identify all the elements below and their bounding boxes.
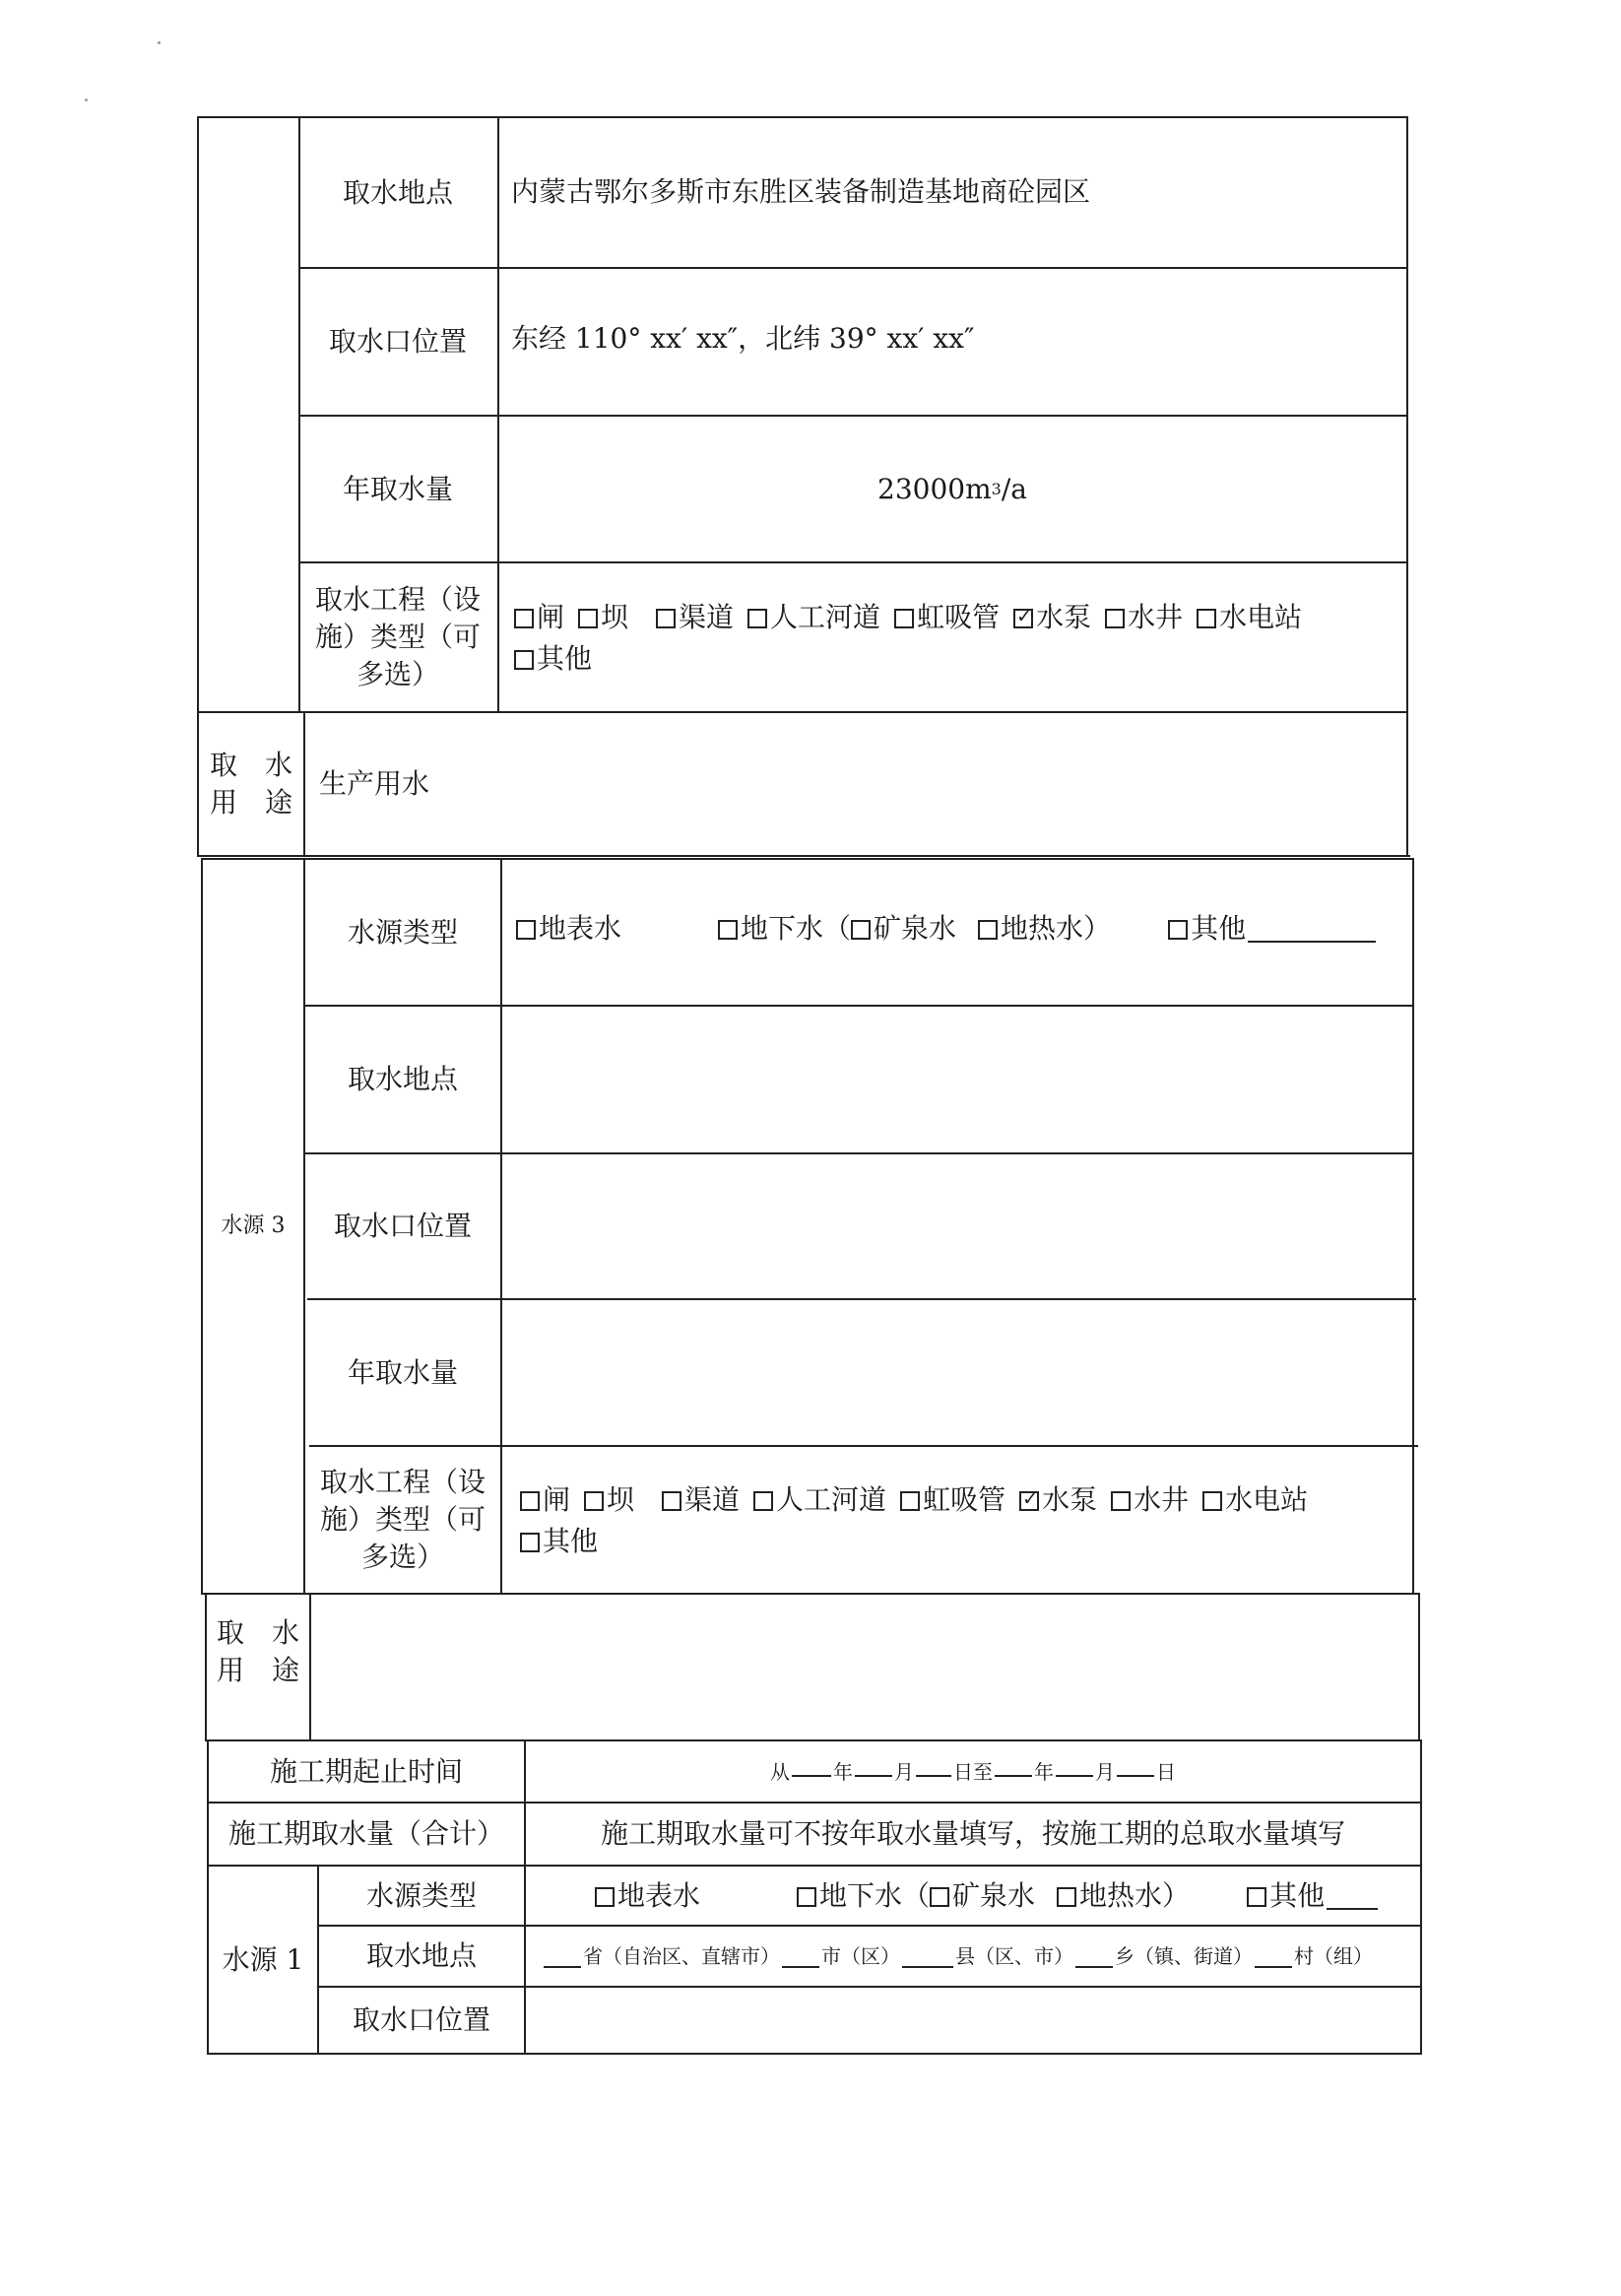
table-rule <box>1412 858 1414 1595</box>
facility-option[interactable] <box>753 1479 886 1521</box>
table-rule <box>303 711 305 856</box>
source-type-option-label: 地热水） <box>1079 1879 1191 1912</box>
facility-option-label: 其他 <box>543 1525 599 1557</box>
facility-option[interactable] <box>1111 1479 1189 1521</box>
location-label: 取水地点 <box>342 175 453 209</box>
facility-option-label: 水电站 <box>1225 1483 1309 1516</box>
water-source-3-label: 水源 3 <box>221 1214 286 1238</box>
source-type-option[interactable] <box>1168 908 1378 950</box>
checkbox[interactable] <box>900 1491 920 1511</box>
facility-option[interactable] <box>1105 597 1183 638</box>
facility-type-options <box>514 597 1400 680</box>
source-type-option[interactable] <box>978 908 1111 950</box>
checkbox[interactable] <box>520 1533 540 1552</box>
facility-option-label: 人工河道 <box>776 1483 887 1516</box>
facility-option-label: 渠道 <box>684 1483 741 1516</box>
facility-option-label: 渠道 <box>679 601 735 633</box>
scan-speck <box>158 41 161 44</box>
table-rule <box>203 1593 1420 1595</box>
blank-line[interactable] <box>916 1753 951 1777</box>
date-text: 日 <box>1156 1760 1176 1784</box>
facility-type-label <box>305 1447 500 1593</box>
intake-position-label: 取水口位置 <box>328 325 467 358</box>
blank-line[interactable] <box>902 1944 953 1968</box>
table-rule <box>500 858 502 1594</box>
source-type-option-label: 矿泉水 <box>874 912 957 945</box>
checkbox[interactable] <box>718 920 738 940</box>
facility-type-options <box>520 1479 1406 1562</box>
source-type-option-label: 地下水（ <box>819 1879 931 1912</box>
date-text: 月 <box>1095 1760 1115 1784</box>
annual-volume-label: 年取水量 <box>347 1355 458 1389</box>
source-type-option-label: 其他 <box>1191 912 1247 945</box>
facility-type-label <box>300 563 495 711</box>
address-text: 村（组） <box>1294 1944 1373 1968</box>
blank-line[interactable] <box>995 1753 1032 1777</box>
facility-type-label-line: 多选） <box>356 658 439 690</box>
source-type-option-label: 地表水 <box>539 912 622 945</box>
location-label: 取水地点 <box>365 1939 477 1972</box>
facility-option[interactable] <box>894 597 1000 638</box>
source-type-options <box>595 1875 1380 1917</box>
source-type-option[interactable] <box>516 908 621 950</box>
intake-position-value: 东经 110° xx′ xx″，北纬 39° xx′ xx″ <box>511 322 975 355</box>
source-type-option-label: 其他 <box>1269 1879 1326 1912</box>
facility-option-label: 水电站 <box>1219 601 1303 633</box>
blank-line[interactable] <box>1327 1886 1378 1910</box>
checkbox-checked[interactable] <box>1019 1491 1039 1511</box>
address-text: 县（区、市） <box>955 1944 1073 1968</box>
water-source-1-label: 水源 1 <box>222 1942 304 1976</box>
source-type-option[interactable] <box>851 908 956 950</box>
checkbox[interactable] <box>656 609 676 628</box>
checkbox[interactable] <box>1202 1491 1222 1511</box>
usage-label <box>199 713 303 855</box>
checkbox[interactable] <box>578 609 598 628</box>
checkbox[interactable] <box>930 1887 949 1907</box>
blank-line[interactable] <box>1075 1944 1113 1968</box>
annual-volume-unit-sup: 3 <box>991 479 1002 498</box>
source-type-label: 水源类型 <box>347 915 458 949</box>
checkbox[interactable] <box>797 1887 816 1907</box>
facility-type-label-line: 取水工程（设 <box>319 1466 486 1498</box>
table-rule <box>309 1593 311 1740</box>
facility-type-label-line: 施）类型（可 <box>314 621 481 653</box>
usage-label-line: 取 水 <box>209 749 292 781</box>
facility-option-label: 水井 <box>1134 1483 1190 1516</box>
facility-option-label: 其他 <box>537 642 593 675</box>
facility-option[interactable] <box>520 1521 598 1562</box>
checkbox[interactable] <box>1111 1491 1131 1511</box>
facility-type-label-line: 取水工程（设 <box>314 583 481 616</box>
date-text: 从 <box>770 1760 790 1784</box>
facility-type-label-line: 多选） <box>360 1541 444 1573</box>
facility-option[interactable] <box>514 597 564 638</box>
date-text: 年 <box>833 1760 853 1784</box>
facility-option[interactable] <box>1019 1479 1097 1521</box>
source-type-option-label: 矿泉水 <box>952 1879 1036 1912</box>
usage-label <box>207 1595 309 1739</box>
blank-line[interactable] <box>782 1944 819 1968</box>
checkbox[interactable] <box>514 650 534 670</box>
checkbox[interactable] <box>747 609 767 628</box>
checkbox[interactable] <box>1197 609 1216 628</box>
facility-option[interactable] <box>514 638 592 680</box>
facility-option-label: 坝 <box>607 1483 635 1516</box>
annual-volume-unit-suffix: /a <box>1001 472 1027 505</box>
construction-period-value <box>526 1741 1420 1802</box>
usage-label-line: 用 途 <box>216 1654 299 1686</box>
facility-type-label-line: 施）类型（可 <box>319 1503 486 1536</box>
checkbox[interactable] <box>1105 609 1125 628</box>
usage-label-line: 用 途 <box>209 786 292 819</box>
construction-volume-note: 施工期取水量可不按年取水量填写，按施工期的总取水量填写 <box>600 1817 1345 1850</box>
source-type-label: 水源类型 <box>365 1878 477 1912</box>
checkbox-checked[interactable] <box>1013 609 1033 628</box>
facility-option[interactable] <box>520 1479 570 1521</box>
facility-option-label: 虹吸管 <box>923 1483 1006 1516</box>
checkbox[interactable] <box>1247 1887 1266 1907</box>
checkbox[interactable] <box>851 920 871 940</box>
checkbox[interactable] <box>516 920 536 940</box>
checkbox[interactable] <box>1057 1887 1076 1907</box>
checkbox[interactable] <box>978 920 998 940</box>
source-type-options <box>516 908 1408 950</box>
facility-option[interactable] <box>1197 597 1302 638</box>
source-type-option[interactable] <box>930 1875 1035 1917</box>
construction-period-label: 施工期起止时间 <box>269 1754 463 1788</box>
location-label: 取水地点 <box>347 1063 458 1095</box>
date-text: 日至 <box>953 1760 993 1784</box>
checkbox[interactable] <box>753 1491 773 1511</box>
facility-option-label: 闸 <box>543 1483 571 1516</box>
facility-option-label: 人工河道 <box>770 601 881 633</box>
intake-position-label: 取水口位置 <box>333 1210 472 1242</box>
source-type-option[interactable] <box>718 908 851 950</box>
source-type-option[interactable] <box>1247 1875 1380 1917</box>
blank-line[interactable] <box>855 1753 892 1777</box>
facility-option[interactable] <box>656 597 734 638</box>
blank-line[interactable] <box>792 1753 831 1777</box>
source-type-option[interactable] <box>797 1875 930 1917</box>
facility-option-label: 坝 <box>601 601 629 633</box>
checkbox[interactable] <box>1168 920 1188 940</box>
annual-volume-value <box>499 417 1405 561</box>
address-text: 市（区） <box>821 1944 900 1968</box>
source-type-option[interactable] <box>1057 1875 1190 1917</box>
address-text: 乡（镇、街道） <box>1115 1944 1253 1968</box>
annual-volume-number: 23000m <box>877 472 992 505</box>
table-rule <box>1406 116 1408 857</box>
checkbox[interactable] <box>595 1887 615 1907</box>
blank-line[interactable] <box>1255 1944 1292 1968</box>
usage-label-line: 取 水 <box>216 1616 299 1649</box>
checkbox[interactable] <box>520 1491 540 1511</box>
facility-option[interactable] <box>1013 597 1091 638</box>
construction-volume-label: 施工期取水量（合计） <box>227 1817 504 1850</box>
location-value: 内蒙古鄂尔多斯市东胜区装备制造基地商砼园区 <box>511 175 1091 208</box>
date-text: 年 <box>1034 1760 1054 1784</box>
intake-position-label: 取水口位置 <box>352 2003 490 2036</box>
table-rule <box>209 2053 1422 2055</box>
checkbox[interactable] <box>894 609 914 628</box>
address-text: 省（自治区、直辖市） <box>583 1944 780 1968</box>
checkbox[interactable] <box>584 1491 604 1511</box>
table-rule <box>1420 1739 1422 2055</box>
facility-option-label: 虹吸管 <box>917 601 1001 633</box>
facility-option-label: 水井 <box>1128 601 1184 633</box>
source-type-option-label: 地下水（ <box>741 912 852 945</box>
table-rule <box>197 855 1410 857</box>
blank-line[interactable] <box>544 1944 581 1968</box>
date-text: 月 <box>894 1760 914 1784</box>
facility-option-label: 闸 <box>537 601 565 633</box>
facility-option[interactable] <box>584 1479 634 1521</box>
location-address-fields <box>526 1927 1420 1986</box>
scan-speck <box>85 98 88 101</box>
facility-option[interactable] <box>747 597 880 638</box>
facility-option[interactable] <box>662 1479 740 1521</box>
facility-option-label: 水泵 <box>1036 601 1092 633</box>
source-type-option-label: 地热水） <box>1001 912 1112 945</box>
table-rule <box>1418 1593 1420 1741</box>
facility-option[interactable] <box>578 597 628 638</box>
blank-line[interactable] <box>1117 1753 1154 1777</box>
source-type-option-label: 地表水 <box>617 1879 701 1912</box>
facility-option[interactable] <box>1202 1479 1308 1521</box>
annual-volume-label: 年取水量 <box>342 472 453 505</box>
facility-option[interactable] <box>900 1479 1005 1521</box>
usage-value: 生产用水 <box>319 767 430 800</box>
blank-line[interactable] <box>1248 919 1376 943</box>
checkbox[interactable] <box>662 1491 681 1511</box>
blank-line[interactable] <box>1056 1753 1093 1777</box>
source-type-option[interactable] <box>595 1875 700 1917</box>
facility-option-label: 水泵 <box>1042 1483 1098 1516</box>
checkbox[interactable] <box>514 609 534 628</box>
